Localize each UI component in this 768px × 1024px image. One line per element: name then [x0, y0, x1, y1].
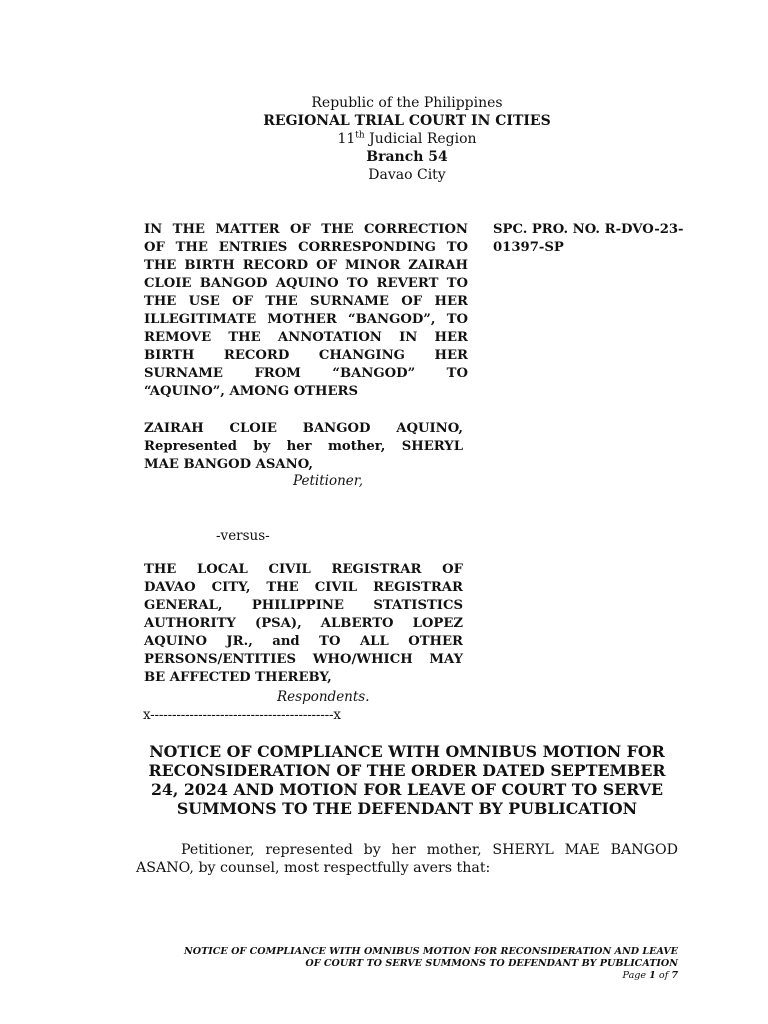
matter-line: IN THE MATTER OF THE CORRECTION	[144, 222, 468, 237]
respondent-line: DAVAO CITY, THE CIVIL REGISTRAR	[144, 580, 463, 595]
matter-line: SURNAME FROM “BANGOD” TO	[144, 366, 468, 381]
title-line: NOTICE OF COMPLIANCE WITH OMNIBUS MOTION FOR	[149, 742, 665, 761]
region-text: Judicial Region	[364, 131, 477, 147]
matter-line: OF THE ENTRIES CORRESPONDING TO	[144, 240, 468, 255]
petitioner-line: ZAIRAH CLOIE BANGOD AQUINO,	[144, 421, 463, 436]
region-number: 11	[337, 131, 356, 147]
petitioner-line: MAE BANGOD ASANO,	[144, 457, 314, 472]
respondent-role: Respondents.	[277, 689, 370, 705]
respondent-line: AUTHORITY (PSA), ALBERTO LOPEZ	[144, 616, 463, 631]
petitioner-line: Represented by her mother, SHERYL	[144, 439, 463, 454]
region-suffix: th	[355, 130, 365, 141]
footer-title-line: OF COURT TO SERVE SUMMONS TO DEFENDANT BY PUBLICATION	[305, 958, 678, 969]
caption-separator: x------------------------------------------x	[143, 707, 341, 723]
respondent-line: THE LOCAL CIVIL REGISTRAR OF	[144, 562, 463, 577]
case-number-line: SPC. PRO. NO. R-DVO-23-	[493, 222, 684, 237]
matter-line: BIRTH RECORD CHANGING HER	[144, 348, 468, 363]
body-paragraph	[136, 841, 678, 877]
respondent-line: GENERAL, PHILIPPINE STATISTICS	[144, 598, 463, 613]
matter-line: CLOIE BANGOD AQUINO TO REVERT TO	[144, 276, 468, 291]
court-name: REGIONAL TRIAL COURT IN CITIES	[263, 113, 551, 129]
city-line: Davao City	[368, 167, 446, 183]
footer-title-line: NOTICE OF COMPLIANCE WITH OMNIBUS MOTION FOR RECONSIDERATION AND LEAVE	[184, 946, 678, 957]
republic-line: Republic of the Philippines	[311, 95, 503, 111]
page-number	[136, 970, 678, 982]
case-number	[493, 221, 703, 257]
page-of: of	[658, 970, 669, 981]
respondent-line: PERSONS/ENTITIES WHO/WHICH MAY	[144, 652, 463, 667]
branch-line: Branch 54	[366, 149, 448, 165]
page-footer	[136, 946, 678, 982]
judicial-region	[0, 130, 768, 148]
court-header	[0, 94, 768, 184]
respondent-line: BE AFFECTED THEREBY,	[144, 670, 332, 685]
versus-label: -versus-	[216, 528, 270, 544]
title-line: SUMMONS TO THE DEFENDANT BY PUBLICATION	[176, 799, 638, 818]
petitioner-role: Petitioner,	[293, 473, 364, 489]
matter-line: THE USE OF THE SURNAME OF HER	[144, 294, 468, 309]
page-current: 1	[649, 970, 656, 981]
title-line: RECONSIDERATION OF THE ORDER DATED SEPTEMBER	[148, 761, 666, 780]
paragraph-text: Petitioner, represented by her mother, SHERYL MAE BANGOD ASANO, by counsel, most respectfully avers that:	[136, 842, 678, 876]
page-word: Page	[622, 970, 647, 981]
respondent-party	[144, 561, 463, 687]
matter-line: REMOVE THE ANNOTATION IN HER	[144, 330, 468, 345]
matter-line: “AQUINO”, AMONG OTHERS	[144, 384, 358, 399]
petitioner-party	[144, 420, 463, 474]
case-matter	[144, 221, 468, 401]
document-title	[140, 742, 674, 818]
matter-line: THE BIRTH RECORD OF MINOR ZAIRAH	[144, 258, 468, 273]
case-number-line: 01397-SP	[493, 240, 564, 255]
matter-line: ILLEGITIMATE MOTHER “BANGOD”, TO	[144, 312, 468, 327]
title-line: 24, 2024 AND MOTION FOR LEAVE OF COURT TO SERVE	[150, 780, 664, 799]
respondent-line: AQUINO JR., and TO ALL OTHER	[144, 634, 463, 649]
page-total: 7	[671, 970, 678, 981]
